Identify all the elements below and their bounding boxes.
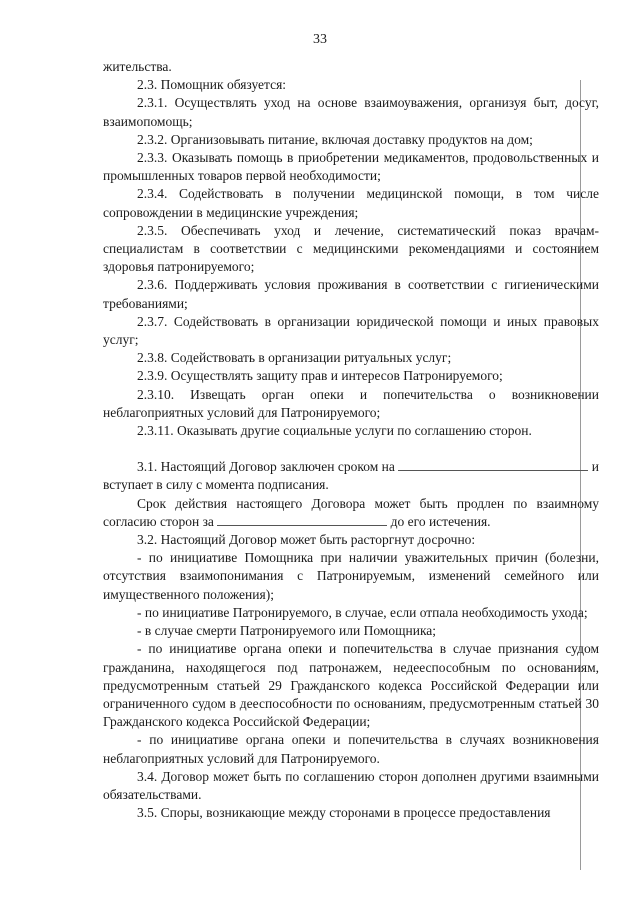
paragraph: 3.2. Настоящий Договор может быть расторгнут досрочно: — [137, 532, 476, 548]
paragraph: 2.3.11. Оказывать другие социальные услуги по соглашению сторон. — [137, 423, 532, 439]
paragraph: 2.3.6. Поддерживать условия проживания в соответствии с гигиеническими требованиями; — [103, 277, 599, 311]
paragraph: 2.3.4. Содействовать в получении медицинской помощи, в том числе сопровождении в медицинские учреждения; — [103, 186, 599, 220]
paragraph — [103, 458, 599, 494]
paragraph-text: до его истечения. — [390, 513, 491, 529]
page-number: 33 — [313, 32, 327, 47]
paragraph-text: 3.1. Настоящий Договор заключен сроком на — [137, 459, 395, 475]
paragraph-text: Срок действия настоящего Договора может быть продлен по взаимному согласию сторон за — [103, 495, 599, 529]
document-body — [103, 58, 599, 822]
paragraph: - в случае смерти Патронируемого или Помощника; — [137, 623, 437, 639]
paragraph: 2.3.8. Содействовать в организации ритуальных услуг; — [137, 350, 452, 366]
paragraph-text: и вступает в силу с момента подписания. — [103, 459, 600, 493]
blank-line — [398, 458, 588, 471]
blank-line — [217, 513, 387, 526]
paragraph: 2.3.1. Осуществлять уход на основе взаимоуважения, организуя быт, досуг, взаимопомощь; — [103, 95, 599, 129]
paragraph: 2.3.2. Организовывать питание, включая доставку продуктов на дом; — [137, 131, 533, 147]
paragraph: 3.4. Договор может быть по соглашению сторон дополнен другими взаимными обязательствами. — [103, 768, 599, 802]
paragraph: 2.3. Помощник обязуется: — [137, 77, 287, 93]
paragraph: жительства. — [103, 59, 172, 74]
paragraph: 2.3.9. Осуществлять защиту прав и интересов Патронируемого; — [137, 368, 503, 384]
paragraph: 2.3.3. Оказывать помощь в приобретении медикаментов, продовольственных и промышленных товаров первой необходимости; — [103, 150, 599, 184]
paragraph — [103, 495, 599, 531]
paragraph: - по инициативе Патронируемого, в случае, если отпала необходимость ухода; — [137, 604, 588, 620]
paragraph: 2.3.7. Содействовать в организации юридической помощи и иных правовых услуг; — [103, 313, 599, 348]
paragraph: - по инициативе органа опеки и попечительства в случае признания судом гражданина, находящегося под патронажем, недееспособным по основаниям, предусмотренным статьей 29 Гражданского кодекса Российской Федерации или ограниченного судом в дееспособности по основаниям, предусмотренным статьей 30 Гражданского кодекса Российской Федерации; — [103, 641, 599, 730]
paragraph: - по инициативе органа опеки и попечительства в случаях возникновения неблагоприятных условий для Патронируемого. — [103, 732, 599, 766]
paragraph: - по инициативе Помощника при наличии уважительных причин (болезни, отсутствия взаимопонимания с Патронируемым, изменений семейного или имущественного положения); — [103, 550, 599, 602]
paragraph: 3.5. Споры, возникающие между сторонами в процессе предоставления — [137, 805, 551, 821]
paragraph: 2.3.5. Обеспечивать уход и лечение, систематический показ врачам-специалистам в соответствии с медицинскими рекомендациями и состоянием здоровья патронируемого; — [103, 222, 599, 275]
paragraph: 2.3.10. Извещать орган опеки и попечительства о возникновении неблагоприятных условий для Патронируемого; — [103, 386, 599, 420]
